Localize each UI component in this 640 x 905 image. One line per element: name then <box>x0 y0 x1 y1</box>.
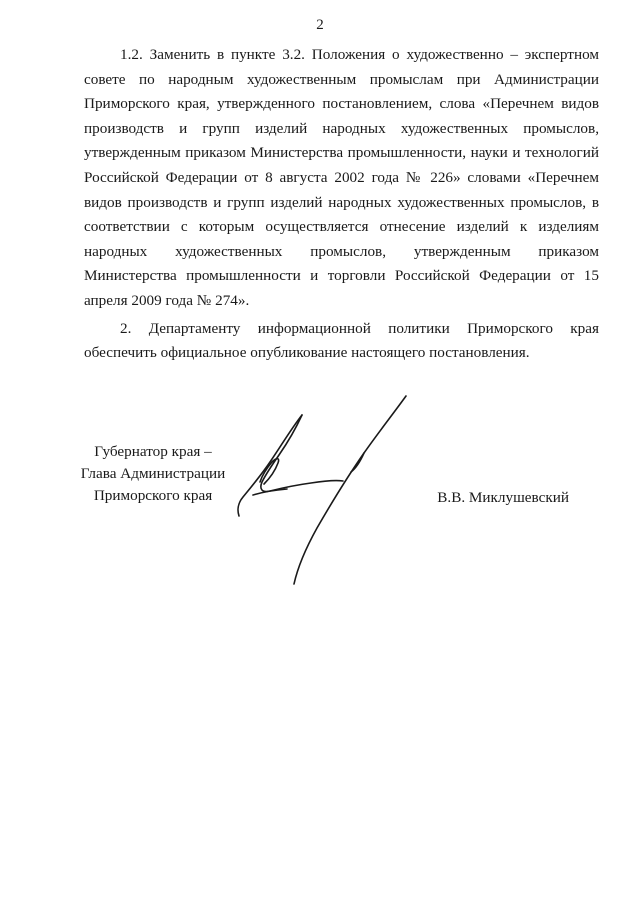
signatory-title-line: Глава Администрации <box>80 465 226 482</box>
paragraph-1-2: 1.2. Заменить в пункте 3.2. Положения о художественно – экспертном совете по народным художественным промыслам при Администрации Приморского края, утвержденного постановлением, слова «Перечнем видов производств и групп изделий народных художественных промыслов, утвержденным приказом Министерства промышленности, науки и технологий Российской Федерации от 8 августа 2002 года № 226» словами «Перечнем видов производств и групп изделий народных художественных промыслов, в соответствии с которым осуществляется отнесение изделий к изделиям народных художественных промыслов, утвержденным приказом Министерства промышленности и торговли Российской Федерации от 15 апреля 2009 года № 274». <box>84 46 599 309</box>
paragraph-2: 2. Департаменту информационной политики Приморского края обеспечить официальное опубликование настоящего постановления. <box>84 319 599 362</box>
signatory-title-line: Приморского края <box>93 487 213 504</box>
document-body <box>84 43 599 366</box>
signatory-name: В.В. Миклушевский <box>437 489 569 506</box>
signatory-title <box>78 441 228 507</box>
signatory-title-line: Губернатор края – <box>94 443 212 460</box>
page-number: 2 <box>316 17 324 33</box>
